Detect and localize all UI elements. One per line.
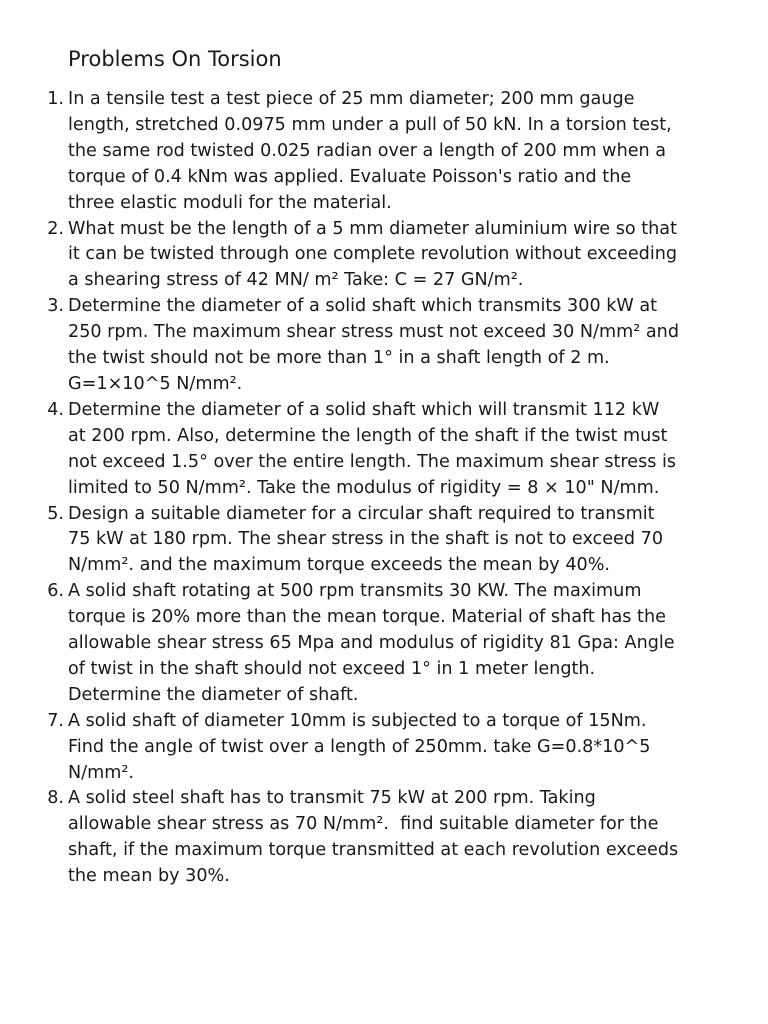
problem-number: 4.: [47, 399, 64, 420]
problem-number: 1.: [47, 89, 64, 109]
problem-text-line: shaft, if the maximum torque transmitted at each revolution exceeds: [68, 840, 679, 861]
problem-text-line: allowable shear stress 65 Mpa and modulus of rigidity 81 Gpa: Angle: [68, 633, 675, 654]
problem-text-line: Determine the diameter of a solid shaft which will transmit 112 kW: [68, 399, 660, 420]
problem-item: [0, 398, 728, 502]
problem-number: 2.: [47, 218, 64, 239]
problem-text-line: Find the angle of twist over a length of 250mm. take G=0.8*10^5: [68, 736, 651, 757]
problem-text-line: three elastic moduli for the material.: [68, 192, 392, 213]
problem-item: [0, 786, 728, 890]
problem-text-line: N/mm². and the maximum torque exceeds the mean by 40%.: [68, 555, 611, 576]
problem-text-line: Determine the diameter of a solid shaft which transmits 300 kW at: [68, 296, 658, 317]
problem-number: 7.: [47, 710, 64, 731]
problem-number: 6.: [47, 581, 64, 602]
problem-text-line: Determine the diameter of shaft.: [68, 684, 359, 705]
problem-item: [0, 709, 728, 787]
problem-text-line: the twist should not be more than 1° in a shaft length of 2 m.: [68, 348, 610, 369]
problem-text-line: A solid shaft of diameter 10mm is subjected to a torque of 15Nm.: [68, 710, 647, 731]
problem-item: [0, 87, 728, 217]
problem-number: 8.: [47, 788, 64, 809]
problem-text-line: allowable shear stress as 70 N/mm². find suitable diameter for the: [68, 814, 659, 835]
problem-number: 5.: [47, 503, 64, 524]
problem-text-line: What must be the length of a 5 mm diameter aluminium wire so that: [68, 218, 677, 239]
problem-item: [0, 217, 728, 295]
problem-text-line: a shearing stress of 42 MN/ m² Take: C = 27 GN/m².: [68, 270, 524, 291]
problem-text-line: 75 kW at 180 rpm. The shear stress in the shaft is not to exceed 70: [68, 529, 664, 550]
problem-text-line: the mean by 30%.: [68, 866, 230, 887]
problem-text-line: torque of 0.4 kNm was applied. Evaluate Poisson's ratio and the: [68, 166, 632, 187]
problem-text-line: length, stretched 0.0975 mm under a pull of 50 kN. In a torsion test,: [68, 114, 672, 135]
problem-list: [0, 87, 728, 890]
problem-text-line: limited to 50 N/mm². Take the modulus of rigidity = 8 × 10" N/mm.: [68, 477, 660, 498]
problem-text-line: the same rod twisted 0.025 radian over a length of 200 mm when a: [68, 140, 667, 161]
problem-item: [0, 502, 728, 580]
problem-text-line: torque is 20% more than the mean torque. Material of shaft has the: [68, 607, 666, 628]
problem-text-line: of twist in the shaft should not exceed 1° in 1 meter length.: [68, 658, 596, 679]
problem-text-line: G=1×10^5 N/mm².: [68, 373, 243, 394]
problem-item: [0, 294, 728, 398]
problem-text-line: not exceed 1.5° over the entire length. The maximum shear stress is: [68, 451, 677, 472]
problem-text-line: N/mm².: [68, 762, 135, 783]
problem-text-line: 250 rpm. The maximum shear stress must not exceed 30 N/mm² and: [68, 322, 680, 343]
problem-text-line: A solid shaft rotating at 500 rpm transmits 30 KW. The maximum: [68, 581, 642, 602]
problem-text-line: it can be twisted through one complete revolution without exceeding: [68, 244, 678, 265]
problem-item: [0, 579, 728, 709]
problem-text-line: In a tensile test a test piece of 25 mm diameter; 200 mm gauge: [68, 89, 635, 109]
problem-text-line: Design a suitable diameter for a circular shaft required to transmit: [68, 503, 655, 524]
problem-text-line: at 200 rpm. Also, determine the length of the shaft if the twist must: [68, 425, 668, 446]
problem-text-line: A solid steel shaft has to transmit 75 kW at 200 rpm. Taking: [68, 788, 596, 809]
problem-number: 3.: [47, 296, 64, 317]
page-title: Problems On Torsion: [68, 47, 282, 71]
